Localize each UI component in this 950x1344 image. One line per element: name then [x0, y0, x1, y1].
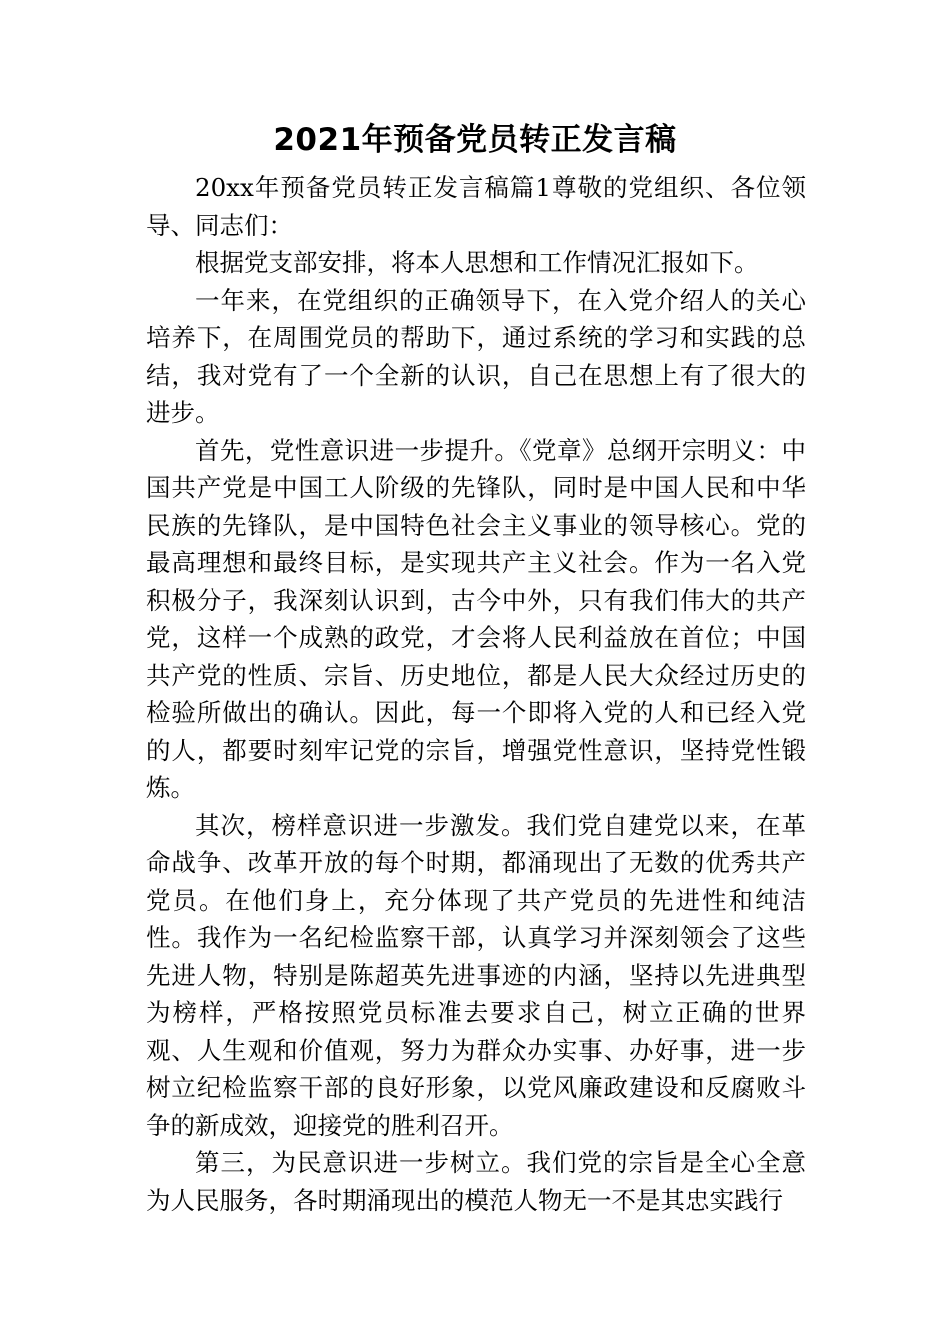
page-title: 2021年预备党员转正发言稿 — [273, 122, 677, 158]
paragraph-salutation: 20xx年预备党员转正发言稿篇1尊敬的党组织、各位领导、同志们： — [146, 173, 806, 240]
paragraph-intro: 根据党支部安排，将本人思想和工作情况汇报如下。 — [195, 248, 759, 277]
paragraph-role-model: 其次，榜样意识进一步激发。我们党自建党以来，在革命战争、改革开放的每个时期，都涌现出了无数的优秀共产党员。在他们身上，充分体现了共产党员的先进性和纯洁性。我作为一名纪检监察干部，认真学习并深刻领会了这些先进人物，特别是陈超英先进事迹的内涵，坚持以先进典型为榜样，严格按照党员标准去要求自己，树立正确的世界观、人生观和价值观，努力为群众办实事、办好事，进一步树立纪检监察干部的良好形象，以党风廉政建设和反腐败斗争的新成效，迎接党的胜利召开。 — [146, 810, 806, 1140]
paragraph-overview: 一年来，在党组织的正确领导下，在入党介绍人的关心培养下，在周围党员的帮助下，通过系统的学习和实践的总结，我对党有了一个全新的认识，自己在思想上有了很大的进步。 — [146, 285, 806, 427]
document-body — [146, 169, 806, 1219]
paragraph-serve-people: 第三，为民意识进一步树立。我们党的宗旨是全心全意为人民服务，各时期涌现出的模范人物无一不是其忠实践行 — [146, 1148, 806, 1215]
paragraph-party-awareness: 首先，党性意识进一步提升。《党章》总纲开宗明义：中国共产党是中国工人阶级的先锋队，同时是中国人民和中华民族的先锋队，是中国特色社会主义事业的领导核心。党的最高理想和最终目标，是实现共产主义社会。作为一名入党积极分子，我深刻认识到，古今中外，只有我们伟大的共产党，这样一个成熟的政党，才会将人民利益放在首位；中国共产党的性质、宗旨、历史地位，都是人民大众经过历史的检验所做出的确认。因此，每一个即将入党的人和已经入党的人，都要时刻牢记党的宗旨，增强党性意识，坚持党性锻炼。 — [146, 435, 806, 802]
